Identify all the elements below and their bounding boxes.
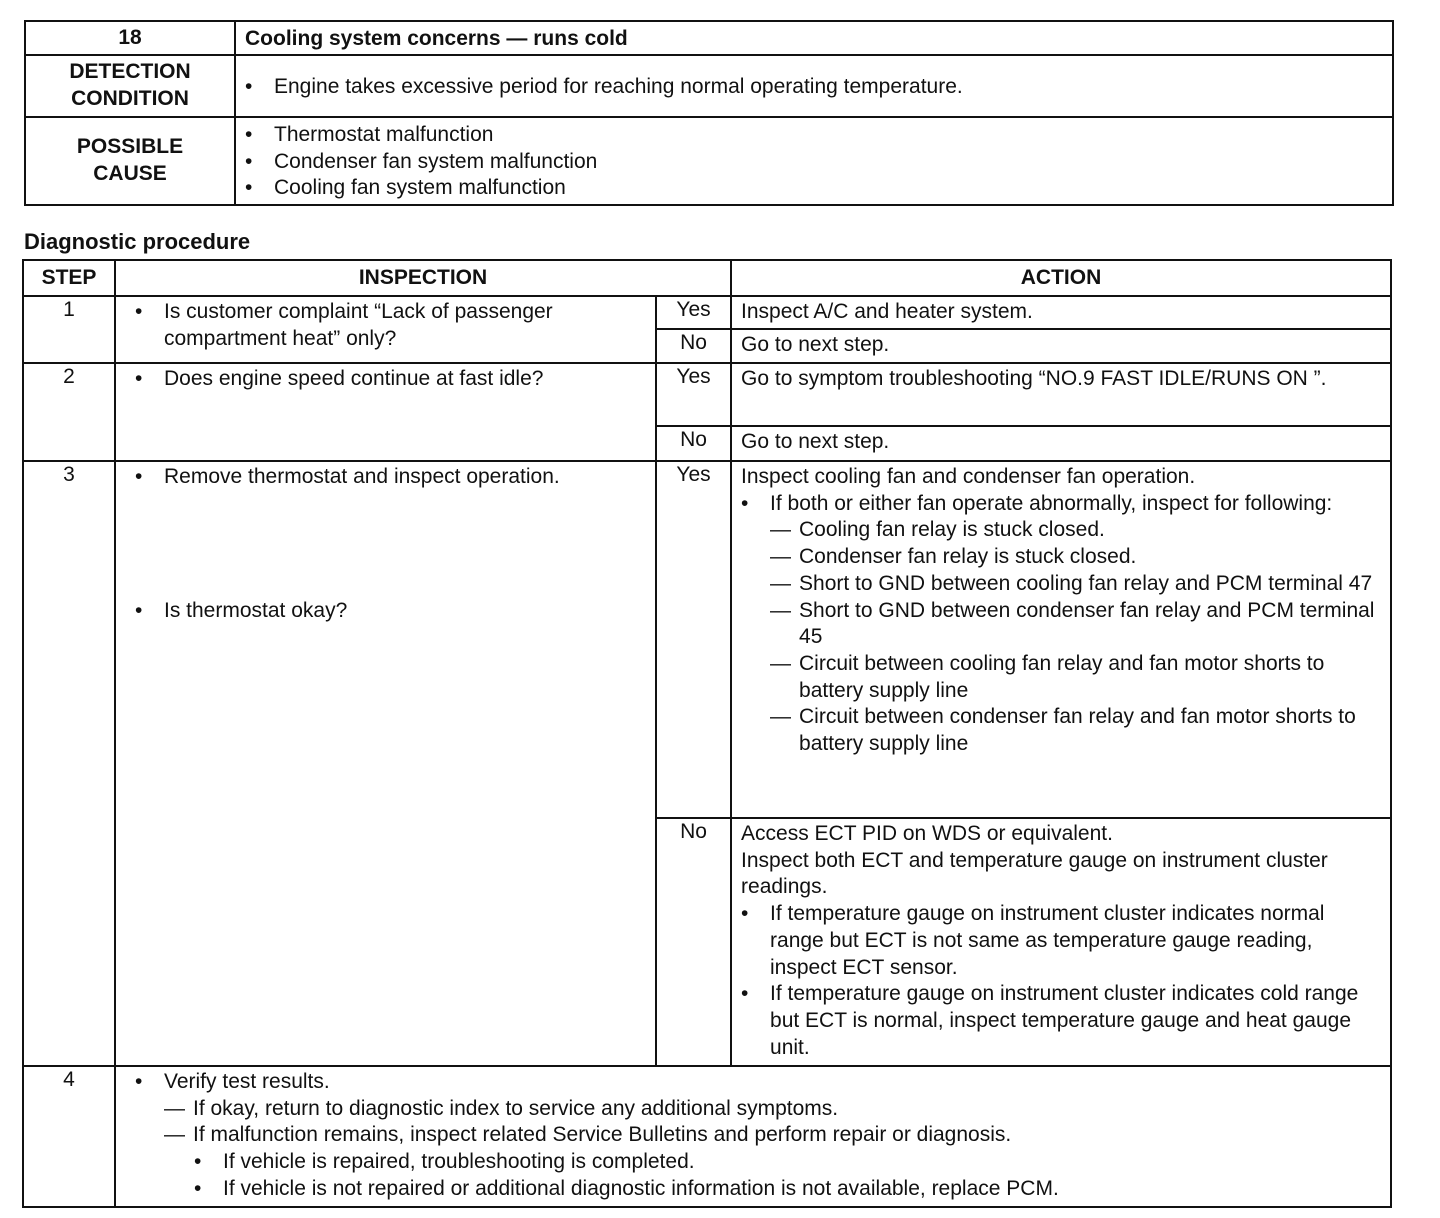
bullet-icon: • [135,598,143,622]
diagnostic-table [22,259,1392,1208]
dash-icon: — [770,598,792,622]
yes-action [731,461,1391,818]
bullet-icon: • [135,465,143,488]
symptom-table [24,20,1394,206]
list-line [741,848,1382,901]
inspection-cell [115,296,656,363]
detection-label: DETECTION CONDITION [25,55,235,117]
section-title: Diagnostic procedure [24,229,251,254]
list-line [245,175,1384,202]
yes-action [731,363,1391,426]
yes-label: Yes [656,296,731,329]
list-line [135,598,647,625]
inspection-cell [115,363,656,461]
inspection-cell [115,461,656,1066]
bullet-icon: • [245,149,253,173]
yes-label: Yes [656,363,731,426]
list-line [741,981,1382,1061]
step-number: 2 [23,363,115,461]
line-text: If both or either fan operate abnormally, inspect for following: [770,491,1333,515]
list-line [741,517,1382,544]
line-text: If vehicle is repaired, troubleshooting is completed. [223,1150,695,1174]
step-number: 1 [23,296,115,363]
table-row [23,461,1391,818]
list-line [135,1069,1382,1096]
symptom-title: Cooling system concerns — runs cold [235,21,1393,55]
table-row [23,1066,1391,1207]
cause-list [235,117,1393,205]
dash-icon: — [770,518,792,542]
line-text: Circuit between cooling fan relay and fan motor shorts to battery supply line [799,651,1325,702]
inspection-cell [115,1066,1391,1207]
bullet-icon: • [741,491,749,515]
bullet-icon: • [245,176,253,200]
list-line [741,491,1382,518]
list-line [245,74,1384,101]
line-text: If temperature gauge on instrument cluster indicates normal range but ECT is not same as temperature gauge reading, inspect ECT sensor. [770,902,1325,979]
no-label: No [656,818,731,1066]
line-text: Remove thermostat and inspect operation. [164,465,560,488]
detection-list [235,55,1393,117]
list-line [135,1149,1382,1176]
list-line [135,299,647,352]
line-text: Is thermostat okay? [164,598,348,622]
bullet-icon: • [741,902,749,926]
line-text: Engine takes excessive period for reaching normal operating temperature. [274,74,963,98]
no-action [731,426,1391,461]
no-action [731,329,1391,363]
dash-icon: — [164,1123,185,1147]
list-line [135,1096,1382,1123]
list-line [741,598,1382,651]
line-text: Access ECT PID on WDS or equivalent. [741,822,1113,845]
list-line [741,571,1382,598]
line-text: Inspect cooling fan and condenser fan operation. [741,465,1196,488]
bullet-icon: • [194,1176,202,1200]
list-line [741,429,1382,456]
line-text: Short to GND between condenser fan relay and PCM terminal 45 [799,598,1375,649]
list-line [741,366,1382,393]
list-line [245,122,1384,149]
list-line [245,149,1384,176]
list-line [741,544,1382,571]
list-line [135,366,647,393]
header-inspection: INSPECTION [115,260,731,296]
list-line [741,704,1382,757]
line-text: Short to GND between cooling fan relay and PCM terminal 47 [799,571,1373,595]
line-text: Go to symptom troubleshooting “NO.9 FAST IDLE/RUNS ON ”. [741,367,1327,390]
list-line [741,901,1382,981]
dash-icon: — [770,545,792,569]
list-line [741,464,1382,491]
header-step: STEP [23,260,115,296]
bullet-icon: • [194,1150,202,1174]
line-text: Go to next step. [741,430,890,453]
step-number: 3 [23,461,115,1066]
list-line [741,821,1382,848]
yes-label: Yes [656,461,731,818]
line-text: Go to next step. [741,333,890,356]
list-line [741,651,1382,704]
line-text: If malfunction remains, inspect related Service Bulletins and perform repair or diagnosis. [193,1123,1012,1147]
no-label: No [656,329,731,363]
line-text: If vehicle is not repaired or additional diagnostic information is not available, replace PCM. [223,1176,1059,1200]
bullet-icon: • [245,122,253,146]
step-number: 4 [23,1066,115,1207]
list-line [135,1122,1382,1149]
line-text: Is customer complaint “Lack of passenger compartment heat” only? [164,300,553,350]
bullet-icon: • [135,367,143,390]
line-text: Inspect both ECT and temperature gauge on instrument cluster readings. [741,848,1328,899]
list-line [741,332,1382,359]
table-row [23,363,1391,426]
bullet-icon: • [135,300,143,323]
line-text: Condenser fan relay is stuck closed. [799,545,1137,569]
bullet-icon: • [741,982,749,1006]
line-text: Inspect A/C and heater system. [741,300,1033,323]
list-line [135,1176,1382,1203]
line-text: Circuit between condenser fan relay and fan motor shorts to battery supply line [799,705,1356,756]
bullet-icon: • [135,1070,143,1093]
no-label: No [656,426,731,461]
header-action: ACTION [731,260,1391,296]
line-text: Cooling fan system malfunction [274,176,566,200]
table-row [23,296,1391,329]
cause-label: POSSIBLE CAUSE [25,117,235,205]
line-text: Does engine speed continue at fast idle? [164,367,544,390]
dash-icon: — [770,705,792,729]
dash-icon: — [164,1096,185,1120]
line-text: Condenser fan system malfunction [274,149,598,173]
dash-icon: — [770,571,792,595]
bullet-icon: • [245,74,253,98]
symptom-number: 18 [25,21,235,55]
line-text: Thermostat malfunction [274,122,494,146]
line-text: Verify test results. [164,1070,330,1093]
list-line [741,299,1382,326]
line-text: Cooling fan relay is stuck closed. [799,518,1105,542]
no-action [731,818,1391,1066]
line-text: If temperature gauge on instrument cluster indicates cold range but ECT is normal, inspect temperature gauge and heat gauge unit. [770,982,1359,1059]
list-line [135,464,647,491]
line-text: If okay, return to diagnostic index to service any additional symptoms. [193,1096,839,1120]
dash-icon: — [770,651,792,675]
yes-action [731,296,1391,329]
